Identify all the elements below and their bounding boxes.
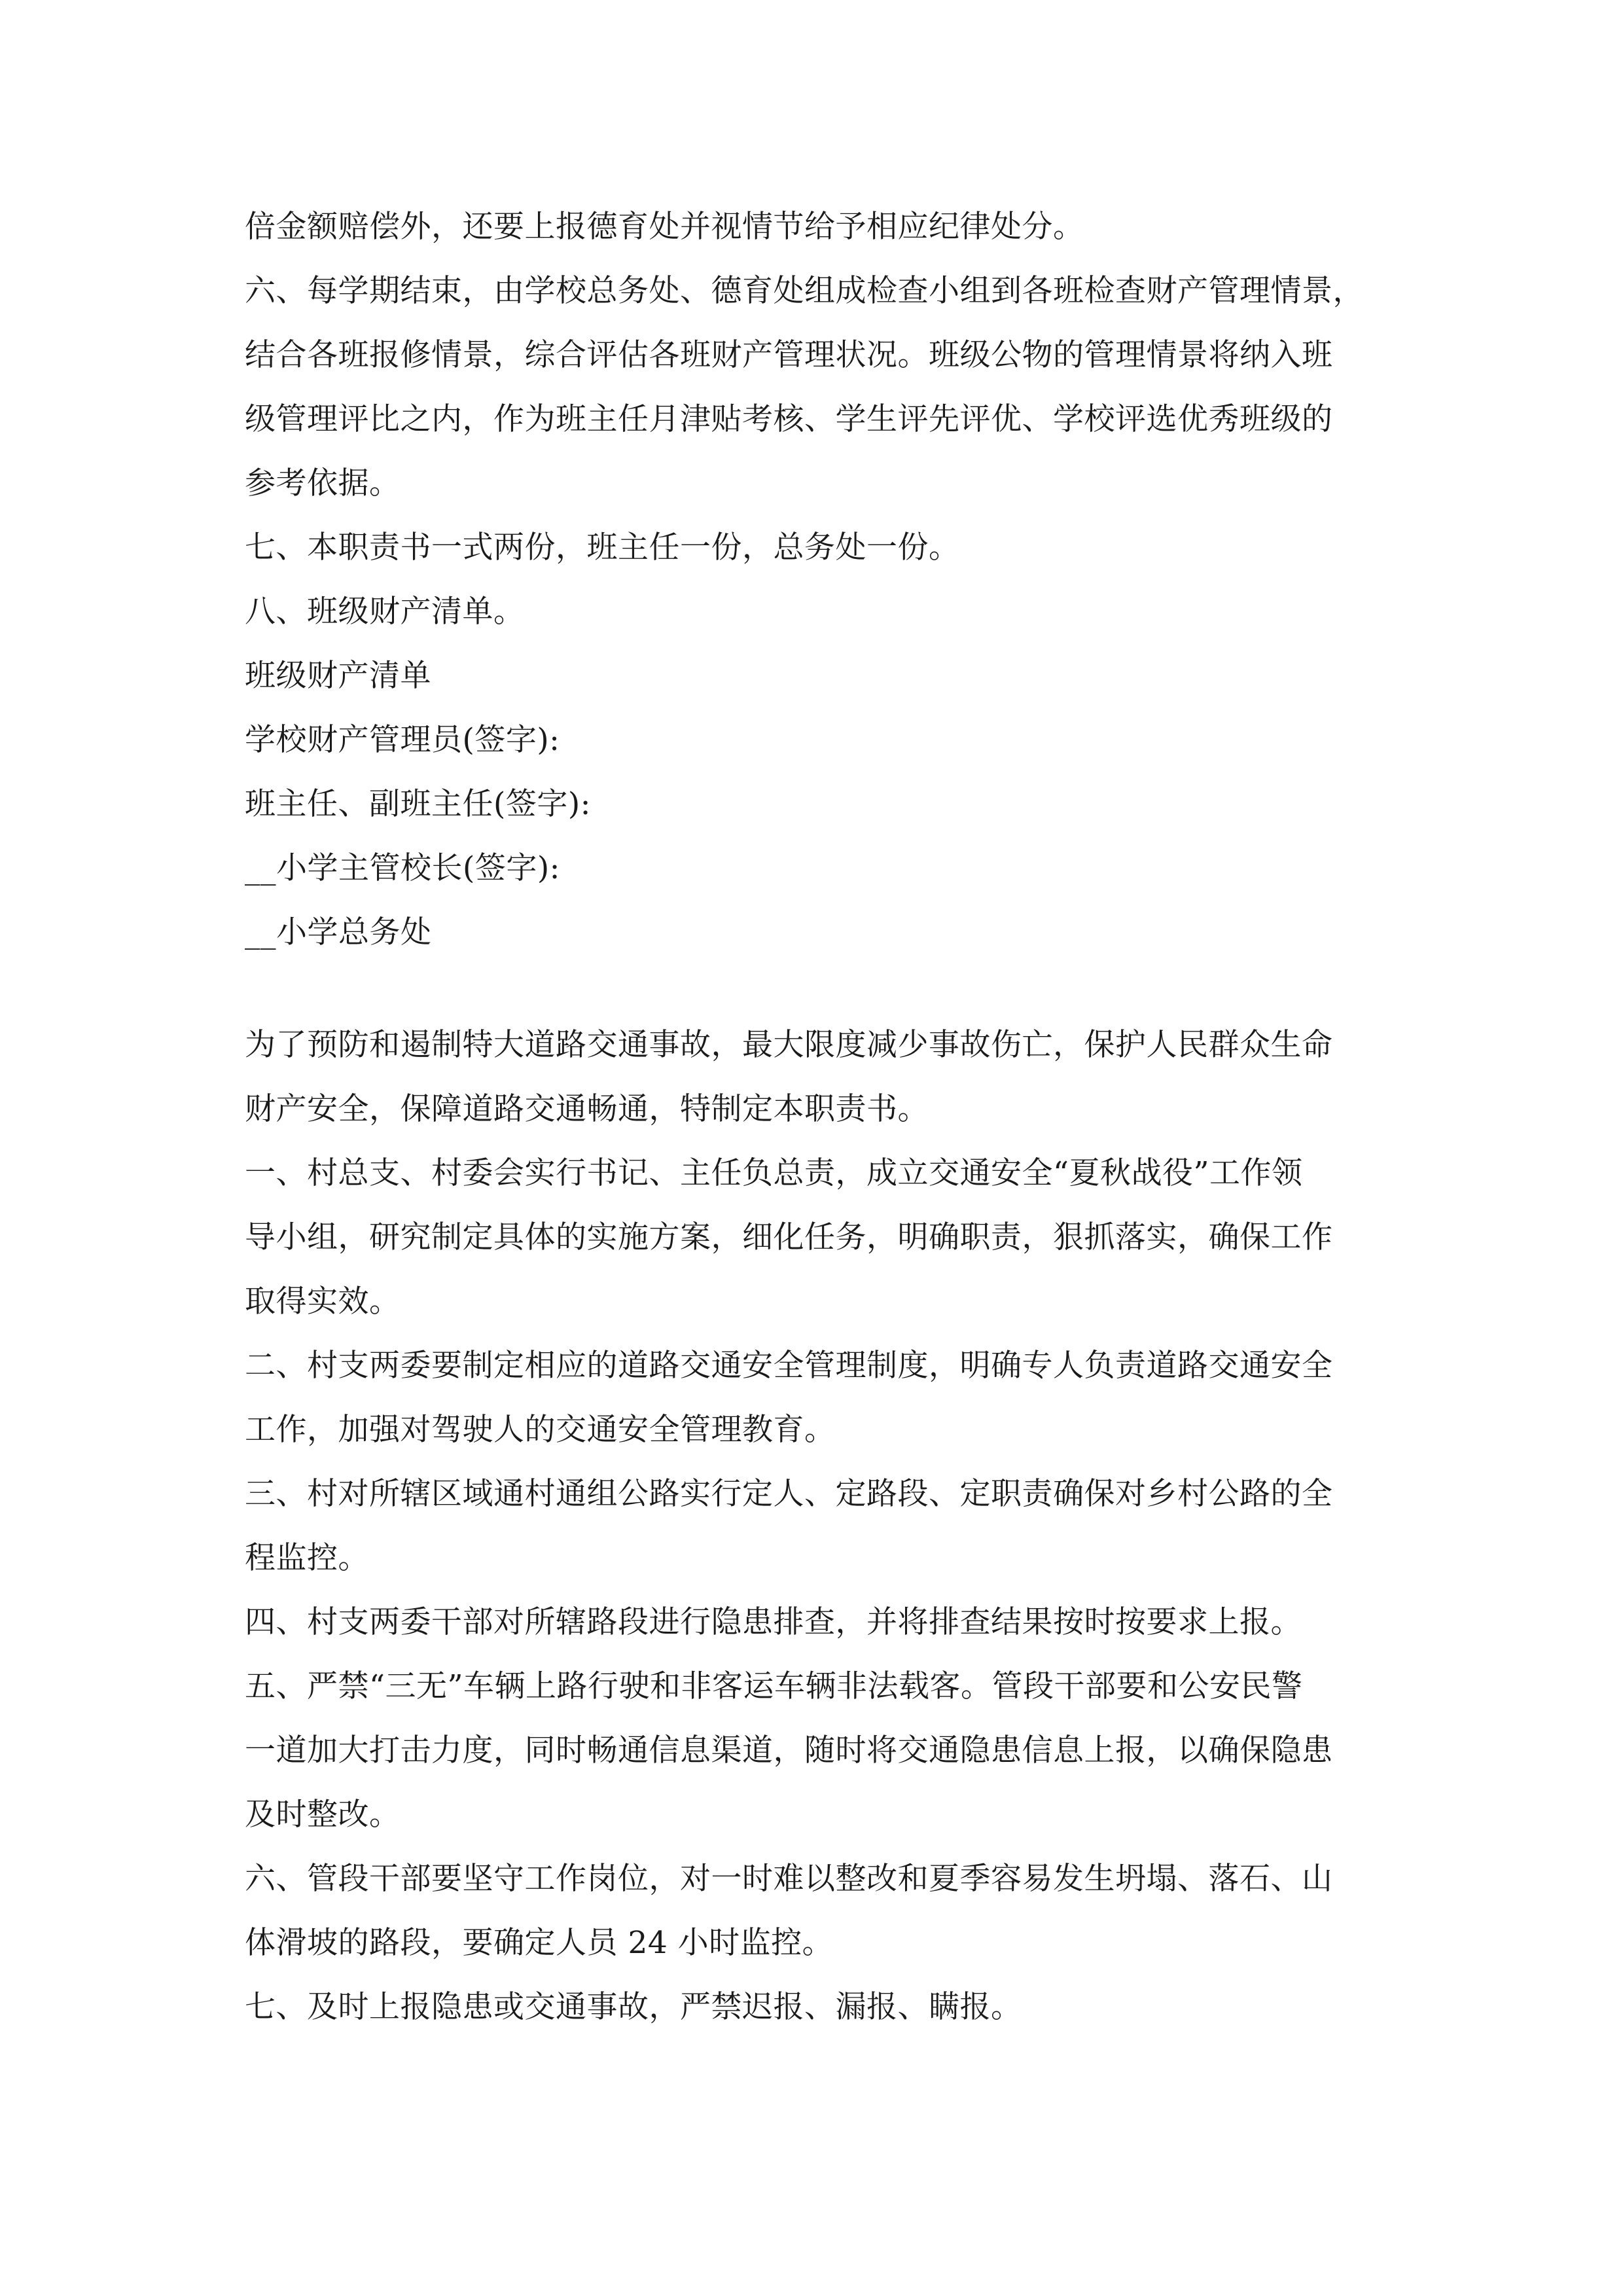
text-line: 二、村支两委要制定相应的道路交通安全管理制度，明确专人负责道路交通安全 bbox=[245, 1348, 1333, 1384]
text-line: 三、村对所辖区域通村通组公路实行定人、定路段、定职责确保对乡村公路的全 bbox=[245, 1476, 1333, 1512]
text-line: 为了预防和遏制特大道路交通事故，最大限度减少事故伤亡，保护人民群众生命 bbox=[245, 1027, 1333, 1063]
text-line: 取得实效。 bbox=[245, 1283, 401, 1319]
signature-line: __小学主管校长(签字): bbox=[245, 850, 561, 886]
text-line: 七、及时上报隐患或交通事故，严禁迟报、漏报、瞒报。 bbox=[245, 1989, 1022, 2025]
text-line: 参考依据。 bbox=[245, 465, 401, 501]
text-line: 工作，加强对驾驶人的交通安全管理教育。 bbox=[245, 1412, 836, 1448]
text-line: 六、每学期结束，由学校总务处、德育处组成检查小组到各班检查财产管理情景， bbox=[245, 273, 1364, 309]
text-line: 程监控。 bbox=[245, 1540, 369, 1576]
text-line: 倍金额赔偿外，还要上报德育处并视情节给予相应纪律处分。 bbox=[245, 209, 1084, 245]
text-line: 一道加大打击力度，同时畅通信息渠道，随时将交通隐患信息上报，以确保隐患 bbox=[245, 1732, 1333, 1768]
section-class-property bbox=[245, 195, 1397, 965]
text-line: 班级财产清单 bbox=[245, 658, 431, 694]
text-line: 导小组，研究制定具体的实施方案，细化任务，明确职责，狠抓落实，确保工作 bbox=[245, 1219, 1333, 1255]
text-line: 六、管段干部要坚守工作岗位，对一时难以整改和夏季容易发生坍塌、落石、山 bbox=[245, 1861, 1333, 1897]
signature-line: 学校财产管理员(签字): bbox=[245, 722, 560, 758]
text-line: 一、村总支、村委会实行书记、主任负总责，成立交通安全“夏秋战役”工作领 bbox=[245, 1155, 1303, 1191]
signature-line: 班主任、副班主任(签字): bbox=[245, 786, 592, 822]
signature-line: __小学总务处 bbox=[245, 914, 432, 950]
text-line: 级管理评比之内，作为班主任月津贴考核、学生评先评优、学校评选优秀班级的 bbox=[245, 401, 1333, 437]
text-line: 七、本职责书一式两份，班主任一份，总务处一份。 bbox=[245, 529, 960, 565]
section-traffic-safety bbox=[245, 1013, 1397, 2039]
text-line: 及时整改。 bbox=[245, 1797, 401, 1833]
text-line: 财产安全，保障道路交通畅通，特制定本职责书。 bbox=[245, 1091, 929, 1127]
text-line: 八、班级财产清单。 bbox=[245, 594, 525, 630]
text-line: 五、严禁“三无”车辆上路行驶和非客运车辆非法载客。管段干部要和公安民警 bbox=[245, 1668, 1303, 1704]
text-line: 体滑坡的路段，要确定人员 24 小时监控。 bbox=[245, 1925, 834, 1961]
text-line: 四、村支两委干部对所辖路段进行隐患排查，并将排查结果按时按要求上报。 bbox=[245, 1604, 1302, 1640]
text-line: 结合各班报修情景，综合评估各班财产管理状况。班级公物的管理情景将纳入班 bbox=[245, 337, 1333, 373]
